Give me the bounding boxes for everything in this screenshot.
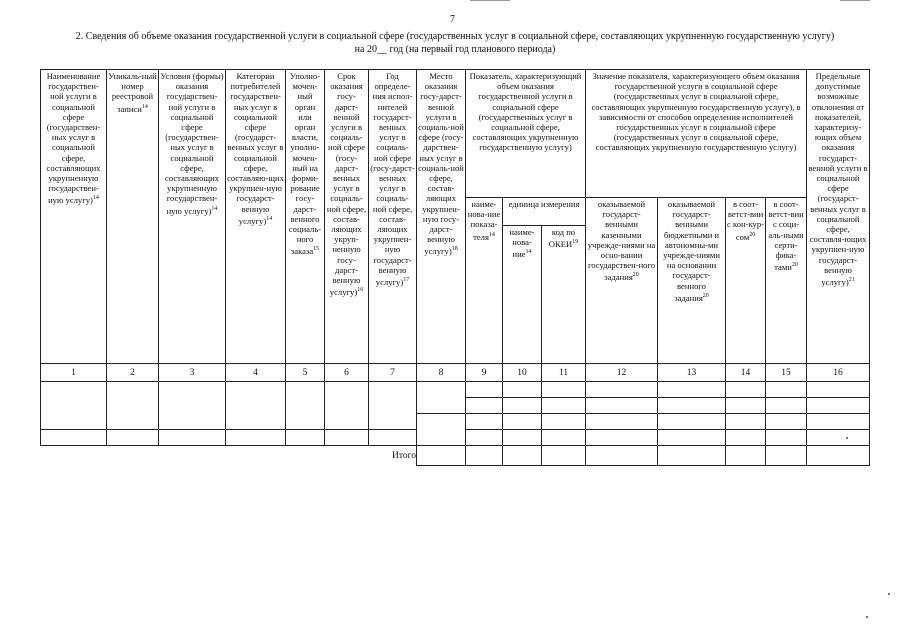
table-row bbox=[41, 382, 870, 398]
scan-edge-mark bbox=[470, 0, 510, 1]
table-cell[interactable] bbox=[766, 414, 807, 430]
header-social-certificates: в соот-ветст-вии с соци-аль-ными серти-фика-тами$^{20}$ bbox=[766, 198, 807, 364]
column-number: 5 bbox=[286, 364, 325, 382]
table-cell[interactable] bbox=[726, 382, 766, 398]
table-cell[interactable] bbox=[286, 430, 325, 446]
table-cell[interactable] bbox=[542, 382, 586, 398]
section-heading-line1: 2. Сведения об объеме оказания государственной услуги в социальной сфере (государственных услуг в социальной сфере, составляющих укрупненную государственную услугу) bbox=[75, 31, 835, 42]
table-cell[interactable] bbox=[503, 430, 542, 446]
table-cell[interactable] bbox=[658, 382, 726, 398]
header-service-term: Срок оказания госу-дарст-венной услуги в социаль-ной сфере (госу-дарст-венных услуг в социаль-ной сфере, состав-ляющих укруп-ненную госу-дарст-венную услугу)$^{16}$ bbox=[325, 70, 369, 364]
column-number: 14 bbox=[726, 364, 766, 382]
header-state-institutions: оказываемой государст-венными казенными учрежде-ниями на осно-вании государствен-ного задания$^{20}$ bbox=[586, 198, 658, 364]
table-cell[interactable] bbox=[807, 398, 870, 414]
header-unit-group: единица измерения bbox=[503, 198, 586, 226]
header-row-1 bbox=[41, 70, 870, 198]
table-cell[interactable] bbox=[766, 430, 807, 446]
table-cell[interactable] bbox=[417, 446, 466, 466]
header-service-place: Место оказания госу-дарст-венной услуги в социаль-ной сфере (госу-дарствен-ных услуг в социаль-ной сфере, состав-ляющих укрупнен-ную госу-дарст-венную услугу)$^{18}$ bbox=[417, 70, 466, 364]
table-cell[interactable] bbox=[586, 382, 658, 398]
table-cell[interactable] bbox=[466, 446, 503, 466]
table-cell[interactable] bbox=[658, 446, 726, 466]
header-service-name: Наименование государствен-ной услуги в социальной сфере (государствен-ных услуг в социальной сфере, составляющих укрупненную государствен-ную услугу)$^{14}$ bbox=[41, 70, 107, 364]
column-number: 13 bbox=[658, 364, 726, 382]
column-number: 16 bbox=[807, 364, 870, 382]
column-number: 6 bbox=[325, 364, 369, 382]
table-cell[interactable] bbox=[542, 398, 586, 414]
table-cell[interactable] bbox=[586, 446, 658, 466]
table-cell[interactable] bbox=[586, 414, 658, 430]
column-number: 1 bbox=[41, 364, 107, 382]
header-executor-year: Год определе-ния испол-нителей государст-венных услуг в социаль-ной сфере (госу-дарст-венных услуг в социаль-ной сфере, состав-ляющих укрупнен-ную государст-венную услугу)$^{17}$ bbox=[369, 70, 417, 364]
table-cell[interactable] bbox=[542, 414, 586, 430]
table-cell[interactable] bbox=[766, 446, 807, 466]
table-cell[interactable] bbox=[226, 430, 286, 446]
scan-speck bbox=[846, 437, 848, 439]
scan-speck bbox=[888, 593, 890, 595]
table-cell[interactable] bbox=[807, 382, 870, 398]
table-cell[interactable] bbox=[658, 414, 726, 430]
table-cell[interactable] bbox=[766, 398, 807, 414]
header-registry-number: Уникаль-ный номер реестровой записи$^{14}$ bbox=[107, 70, 159, 364]
column-number: 12 bbox=[586, 364, 658, 382]
header-okei-code: код по ОКЕИ$^{19}$ bbox=[542, 226, 586, 364]
table-cell[interactable] bbox=[726, 430, 766, 446]
table-cell[interactable] bbox=[466, 414, 503, 430]
table-cell[interactable] bbox=[586, 398, 658, 414]
table-cell[interactable] bbox=[542, 430, 586, 446]
section-heading bbox=[40, 30, 870, 56]
table-cell[interactable] bbox=[726, 398, 766, 414]
column-number-row bbox=[41, 364, 870, 382]
scan-speck bbox=[866, 616, 868, 618]
header-indicator-name: наиме-нова-ние показа-теля$^{14}$ bbox=[466, 198, 503, 364]
table-cell[interactable] bbox=[286, 382, 325, 430]
table-cell[interactable] bbox=[466, 398, 503, 414]
table-cell[interactable] bbox=[159, 430, 226, 446]
table-cell[interactable] bbox=[807, 414, 870, 430]
header-consumer-categories: Категории потребителей государствен-ных услуг в социальной сфере (государст-венных услуг в социальной сфере, составляю-щих укрупнен-ную государст-венную услугу)$^{14}$ bbox=[226, 70, 286, 364]
header-allowed-deviations: Предельные допустимые возможные отклонения от показателей, характеризу-ющих объем оказания государст-венной услуги в социальной сфере (государст-венных услуг в социальной сфере, составля-ющих укрупнен-ную государст-венную услугу)$^{21}$ bbox=[807, 70, 870, 364]
table-cell[interactable] bbox=[466, 430, 503, 446]
table-cell[interactable] bbox=[726, 446, 766, 466]
table-cell[interactable] bbox=[41, 430, 107, 446]
table-cell[interactable] bbox=[503, 398, 542, 414]
header-competition: в соот-ветст-вии с кон-кур-сом$^{20}$ bbox=[726, 198, 766, 364]
table-cell[interactable] bbox=[41, 382, 107, 430]
header-budget-institutions: оказываемой государст-венными бюджетными и автономны-ми учрежде-ниями на основании государст-венного задания$^{20}$ bbox=[658, 198, 726, 364]
table-cell[interactable] bbox=[807, 446, 870, 466]
header-unit-name: наиме-нова-ние$^{14}$ bbox=[503, 226, 542, 364]
table-cell[interactable] bbox=[658, 430, 726, 446]
header-conditions: Условия (формы) оказания государствен-ной услуги в социальной сфере (государствен-ных услуг в социальной сфере, составляющих укрупненную государствен-ную услугу)$^{14}$ bbox=[159, 70, 226, 364]
table-cell[interactable] bbox=[107, 382, 159, 430]
column-number: 4 bbox=[226, 364, 286, 382]
table-cell[interactable] bbox=[766, 382, 807, 398]
column-number: 9 bbox=[466, 364, 503, 382]
table-cell[interactable] bbox=[586, 430, 658, 446]
header-value-group: Значение показателя, характеризующего объем оказания государственной услуги в социальной сфере (государственных услуг в социальной сфере, составляющих укрупненную государственную услугу), в зависимости от способов определения исполнителей государственных услуг в социальной сфере (государственных услуг в социальной сфере, составляющих укрупненную государственную услугу) bbox=[586, 70, 807, 198]
table-cell[interactable] bbox=[325, 382, 369, 430]
table-cell[interactable] bbox=[503, 382, 542, 398]
table-cell[interactable] bbox=[226, 382, 286, 430]
table-cell[interactable] bbox=[466, 382, 503, 398]
table-cell[interactable] bbox=[726, 414, 766, 430]
table-cell[interactable] bbox=[369, 382, 417, 430]
column-number: 15 bbox=[766, 364, 807, 382]
table-cell[interactable] bbox=[369, 430, 417, 446]
table-cell[interactable] bbox=[807, 430, 870, 446]
header-authorized-body: Уполно-мочен-ный орган или орган власти, уполно-мочен-ный на форми-рование госу-дарст-венного социаль-ного заказа$^{15}$ bbox=[286, 70, 325, 364]
table-cell[interactable] bbox=[325, 430, 369, 446]
table-cell[interactable] bbox=[503, 414, 542, 430]
table-cell[interactable] bbox=[542, 446, 586, 466]
column-number: 3 bbox=[159, 364, 226, 382]
column-number: 7 bbox=[369, 364, 417, 382]
table-cell[interactable] bbox=[417, 414, 466, 446]
header-indicator-group: Показатель, характеризующий объем оказания государственной услуги в социальной сфере (государственных услуг в социальной сфере, составляющих укрупненную государственную услугу) bbox=[466, 70, 586, 198]
column-number: 10 bbox=[503, 364, 542, 382]
column-number: 2 bbox=[107, 364, 159, 382]
volume-table bbox=[40, 69, 870, 466]
table-cell[interactable] bbox=[159, 382, 226, 430]
scan-edge-mark bbox=[840, 0, 870, 1]
table-cell[interactable] bbox=[658, 398, 726, 414]
total-label: Итого bbox=[391, 450, 416, 461]
column-number: 11 bbox=[542, 364, 586, 382]
table-cell[interactable] bbox=[107, 430, 159, 446]
table-cell[interactable] bbox=[503, 446, 542, 466]
table-cell[interactable] bbox=[417, 382, 466, 414]
section-heading-line2: на 20__ год (на первый год планового периода) bbox=[354, 44, 556, 55]
column-number: 8 bbox=[417, 364, 466, 382]
total-row bbox=[41, 446, 870, 466]
page-number: 7 bbox=[450, 14, 455, 25]
